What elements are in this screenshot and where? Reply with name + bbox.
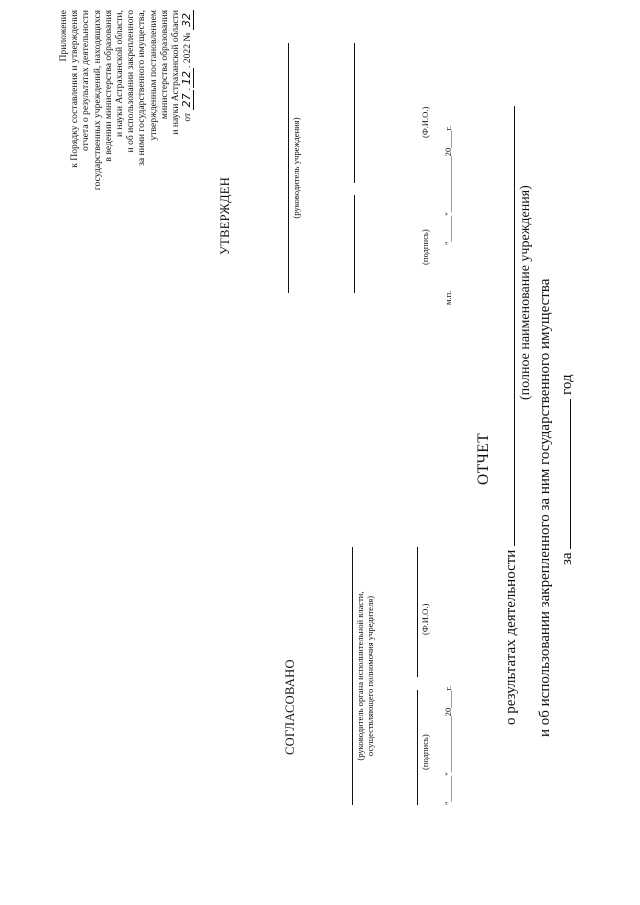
agreed-name-caption: (Ф.И.О.) [420,603,430,635]
appendix-date-line: от 27.12. 2022 № 32 [181,10,193,260]
appendix-line: в ведении министерства образования [102,10,114,162]
period-blank-line [556,399,571,549]
institution-caption: (полное наименование учреждения) [518,185,533,400]
period-suffix: год [559,374,575,395]
date-year: 2022 [182,43,194,64]
date-month: 12 [180,68,194,88]
period-prefix: за [559,552,575,565]
institution-name-line [500,106,515,546]
appendix-line: министерства образования [158,10,170,120]
appendix-line: Приложение [58,10,69,62]
agreed-title: СОГЛАСОВАНО [283,659,297,755]
appendix-line: утвержденным постановлением [147,10,159,141]
agreed-signature-line [417,690,418,805]
agreed-signature-caption: (подпись) [420,734,430,770]
agreed-name-line [417,547,418,677]
approved-name-line [354,43,355,183]
report-title: ОТЧЕТ [475,432,492,485]
appendix-line: отчета о результатах деятельности [80,10,92,152]
appendix-line: и науки Астраханской области, [114,10,126,138]
approved-signature-line [354,195,355,293]
agreed-position-caption-1: (руководитель органа исполнительной власти, [355,591,365,761]
approved-position-line [288,43,289,293]
appendix-line: за ними государственного имущества, [136,10,148,166]
appendix-line: и науки Астраханской области [170,10,182,135]
stamp-label: м.п. [443,290,453,305]
appendix-line: к Порядку составления и утверждения [69,10,81,168]
date-prefix: от [182,112,194,122]
agreed-date-line: "______"_____________20____г. [443,685,453,805]
approved-title: УТВЕРЖДЕН [218,176,232,255]
approved-date-line: "______"_____________20____г. [443,125,453,245]
appendix-line: государственных учреждений, находящихся [91,10,103,191]
approved-position-caption: (руководитель учреждения) [291,117,301,219]
appendix-line: и об использовании закрепленного [125,10,137,153]
agreed-position-caption-2: осуществляющего полномочия учредителя) [365,595,375,757]
report-line-2: и об использовании закрепленного за ним государственного имущества [537,278,553,737]
agreed-position-line [352,547,353,805]
date-day: 27 [180,90,194,110]
approved-name-caption: (Ф.И.О.) [420,106,430,138]
appendix-note [58,10,193,260]
approved-signature-caption: (подпись) [420,229,430,265]
report-period-line [556,374,577,565]
report-line-1-prefix: о результатах деятельности [503,549,519,725]
order-number: 32 [180,10,194,30]
number-sign: № [182,32,194,42]
